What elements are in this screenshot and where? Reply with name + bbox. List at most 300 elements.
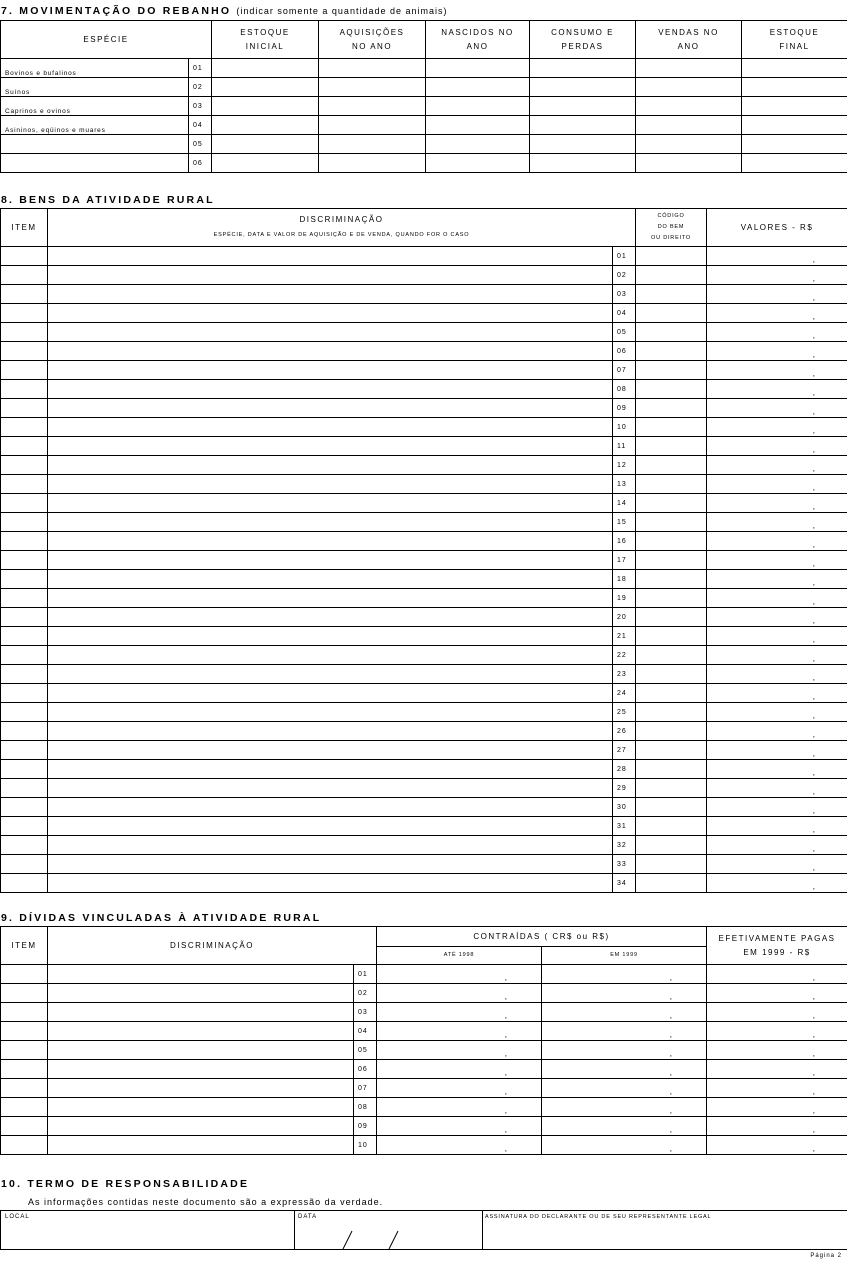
asset-value-input[interactable] [707,361,847,380]
asset-row [1,342,847,361]
herd-estoque-final-input[interactable] [742,78,847,97]
debt-item-input[interactable] [1,984,48,1003]
asset-description-input[interactable] [48,836,613,855]
asset-row [1,418,847,437]
asset-value-input[interactable] [707,798,847,817]
asset-description-input[interactable] [48,266,613,285]
asset-code-input[interactable] [636,741,707,760]
debt-in-1999-input[interactable] [542,1022,707,1041]
asset-code-input[interactable] [636,266,707,285]
asset-item-input[interactable] [1,874,48,893]
asset-item-input[interactable] [1,399,48,418]
asset-description-input[interactable] [48,817,613,836]
decimal-comma: , [812,1106,816,1115]
asset-description-input[interactable] [48,589,613,608]
asset-description-input[interactable] [48,399,613,418]
debt-item-input[interactable] [1,1079,48,1098]
debt-row [1,1098,847,1117]
asset-value-input[interactable] [707,779,847,798]
asset-value-input[interactable] [707,874,847,893]
asset-item-input[interactable] [1,323,48,342]
debt-item-input[interactable] [1,1003,48,1022]
asset-description-input[interactable] [48,798,613,817]
herd-estoque-inicial-input[interactable] [212,135,319,154]
asset-description-input[interactable] [48,342,613,361]
asset-value-input[interactable] [707,437,847,456]
debt-in-1999-input[interactable] [542,965,707,984]
asset-value-input[interactable] [707,646,847,665]
asset-row [1,646,847,665]
asset-code-input[interactable] [636,798,707,817]
asset-description-input[interactable] [48,760,613,779]
debt-until-1998-input[interactable] [377,984,542,1003]
herd-species-label: Suínos [1,78,189,97]
debt-description-input[interactable] [48,1117,354,1136]
asset-description-input[interactable] [48,627,613,646]
herd-vendas-input[interactable] [636,78,742,97]
asset-code-input[interactable] [636,874,707,893]
herd-consumo-input[interactable] [530,154,636,173]
asset-item-input[interactable] [1,532,48,551]
asset-item-input[interactable] [1,589,48,608]
debt-item-input[interactable] [1,1060,48,1079]
debt-item-input[interactable] [1,1022,48,1041]
debt-description-input[interactable] [48,1041,354,1060]
herd-aquisicoes-input[interactable] [319,97,426,116]
decimal-comma: , [669,992,673,1001]
asset-code-input[interactable] [636,361,707,380]
local-field[interactable] [1,1211,295,1250]
asset-description-input[interactable] [48,532,613,551]
asset-item-input[interactable] [1,646,48,665]
decimal-comma: , [504,1144,508,1153]
debt-until-1998-input[interactable] [377,965,542,984]
asset-row-number: 25 [613,703,636,722]
asset-item-input[interactable] [1,722,48,741]
herd-vendas-input[interactable] [636,135,742,154]
asset-row-number: 31 [613,817,636,836]
asset-value-input[interactable] [707,703,847,722]
decimal-comma: , [812,502,816,511]
asset-description-input[interactable] [48,703,613,722]
decimal-comma: , [812,464,816,473]
asset-description-input[interactable] [48,418,613,437]
debt-item-input[interactable] [1,1041,48,1060]
signature-table [0,1210,847,1250]
asset-value-input[interactable] [707,456,847,475]
debt-paid-input[interactable] [707,1098,847,1117]
asset-value-input[interactable] [707,304,847,323]
header-item: ITEM [1,927,48,965]
debt-until-1998-input[interactable] [377,1079,542,1098]
asset-code-input[interactable] [636,589,707,608]
herd-consumo-input[interactable] [530,116,636,135]
header-estoque-final: ESTOQUE FINAL [742,21,847,59]
asset-code-input[interactable] [636,779,707,798]
asset-description-input[interactable] [48,285,613,304]
asset-row [1,551,847,570]
debt-paid-input[interactable] [707,1060,847,1079]
herd-estoque-inicial-input[interactable] [212,116,319,135]
asset-value-input[interactable] [707,684,847,703]
asset-row [1,323,847,342]
asset-description-input[interactable] [48,494,613,513]
header-discriminacao-sub: ESPÉCIE, DATA E VALOR DE AQUISIÇÃO E DE VENDA, QUANDO FOR O CASO [213,232,470,238]
debt-row-number: 08 [354,1098,377,1117]
asset-value-input[interactable] [707,323,847,342]
asset-description-input[interactable] [48,741,613,760]
asset-description-input[interactable] [48,570,613,589]
header-discriminacao: DISCRIMINAÇÃO ESPÉCIE, DATA E VALOR DE AQUISIÇÃO E DE VENDA, QUANDO FOR O CASO [48,209,636,247]
asset-item-input[interactable] [1,494,48,513]
asset-value-input[interactable] [707,475,847,494]
asset-item-input[interactable] [1,836,48,855]
decimal-comma: , [669,1030,673,1039]
asset-item-input[interactable] [1,513,48,532]
debt-until-1998-input[interactable] [377,1136,542,1155]
herd-aquisicoes-input[interactable] [319,116,426,135]
asset-description-input[interactable] [48,304,613,323]
debt-paid-input[interactable] [707,1041,847,1060]
herd-vendas-input[interactable] [636,154,742,173]
herd-estoque-final-input[interactable] [742,59,847,78]
asset-description-input[interactable] [48,722,613,741]
asset-code-input[interactable] [636,418,707,437]
asset-description-input[interactable] [48,608,613,627]
asset-code-input[interactable] [636,475,707,494]
asset-item-input[interactable] [1,627,48,646]
asset-code-input[interactable] [636,817,707,836]
asset-row [1,817,847,836]
asset-value-input[interactable] [707,266,847,285]
debt-in-1999-input[interactable] [542,1136,707,1155]
header-codigo: CÓDIGO DO BEM OU DIREITO [636,209,707,247]
signature-field[interactable] [483,1211,847,1250]
herd-vendas-input[interactable] [636,97,742,116]
asset-value-input[interactable] [707,418,847,437]
asset-description-input[interactable] [48,361,613,380]
asset-item-input[interactable] [1,551,48,570]
asset-value-input[interactable] [707,589,847,608]
debt-item-input[interactable] [1,1117,48,1136]
herd-nascidos-input[interactable] [426,154,530,173]
herd-consumo-input[interactable] [530,97,636,116]
asset-item-input[interactable] [1,475,48,494]
asset-item-input[interactable] [1,304,48,323]
decimal-comma: , [504,1049,508,1058]
asset-code-input[interactable] [636,608,707,627]
asset-item-input[interactable] [1,247,48,266]
herd-aquisicoes-input[interactable] [319,135,426,154]
asset-item-input[interactable] [1,798,48,817]
herd-vendas-input[interactable] [636,116,742,135]
herd-nascidos-input[interactable] [426,97,530,116]
debt-in-1999-input[interactable] [542,1079,707,1098]
debt-paid-input[interactable] [707,1136,847,1155]
debt-row [1,1117,847,1136]
herd-aquisicoes-input[interactable] [319,78,426,97]
decimal-comma: , [812,882,816,891]
asset-item-input[interactable] [1,418,48,437]
asset-code-input[interactable] [636,855,707,874]
decimal-comma: , [812,673,816,682]
herd-nascidos-input[interactable] [426,59,530,78]
debt-until-1998-input[interactable] [377,1060,542,1079]
asset-description-input[interactable] [48,665,613,684]
asset-row [1,380,847,399]
asset-item-input[interactable] [1,817,48,836]
asset-item-input[interactable] [1,342,48,361]
decimal-comma: , [812,331,816,340]
asset-value-input[interactable] [707,665,847,684]
asset-value-input[interactable] [707,608,847,627]
asset-code-input[interactable] [636,532,707,551]
herd-estoque-final-input[interactable] [742,135,847,154]
asset-code-input[interactable] [636,437,707,456]
decimal-comma: , [504,1106,508,1115]
asset-code-input[interactable] [636,323,707,342]
asset-description-input[interactable] [48,247,613,266]
asset-row [1,589,847,608]
debt-in-1999-input[interactable] [542,1098,707,1117]
debt-paid-input[interactable] [707,1003,847,1022]
debt-item-input[interactable] [1,1136,48,1155]
asset-value-input[interactable] [707,627,847,646]
asset-row [1,703,847,722]
asset-row [1,494,847,513]
herd-table [0,20,847,173]
asset-value-input[interactable] [707,836,847,855]
section-7-title: 7. MOVIMENTAÇÃO DO REBANHO (indicar somente a quantidade de animais) [1,5,448,17]
asset-code-input[interactable] [636,760,707,779]
asset-row-number: 23 [613,665,636,684]
asset-row-number: 34 [613,874,636,893]
asset-code-input[interactable] [636,513,707,532]
responsibility-statement: As informações contidas neste documento são a expressão da verdade. [28,1197,384,1207]
asset-code-input[interactable] [636,380,707,399]
asset-item-input[interactable] [1,285,48,304]
asset-item-input[interactable] [1,665,48,684]
herd-species-label: Bovinos e bufalinos [1,59,189,78]
debt-description-input[interactable] [48,1022,354,1041]
asset-description-input[interactable] [48,380,613,399]
debt-in-1999-input[interactable] [542,984,707,1003]
debt-description-input[interactable] [48,1060,354,1079]
asset-value-input[interactable] [707,760,847,779]
herd-estoque-inicial-input[interactable] [212,97,319,116]
asset-description-input[interactable] [48,551,613,570]
asset-description-input[interactable] [48,874,613,893]
asset-row-number: 07 [613,361,636,380]
asset-item-input[interactable] [1,437,48,456]
asset-item-input[interactable] [1,855,48,874]
decimal-comma: , [812,388,816,397]
asset-value-input[interactable] [707,855,847,874]
decimal-comma: , [812,825,816,834]
asset-row-number: 24 [613,684,636,703]
asset-value-input[interactable] [707,399,847,418]
asset-row-number: 05 [613,323,636,342]
debt-until-1998-input[interactable] [377,1003,542,1022]
asset-value-input[interactable] [707,722,847,741]
debt-until-1998-input[interactable] [377,1041,542,1060]
debt-in-1999-input[interactable] [542,1041,707,1060]
asset-row-number: 17 [613,551,636,570]
debt-item-input[interactable] [1,965,48,984]
debt-row [1,1003,847,1022]
debt-description-input[interactable] [48,984,354,1003]
debt-description-input[interactable] [48,1079,354,1098]
decimal-comma: , [504,1030,508,1039]
asset-value-input[interactable] [707,342,847,361]
debt-description-input[interactable] [48,1098,354,1117]
asset-code-input[interactable] [636,627,707,646]
asset-row-number: 21 [613,627,636,646]
asset-value-input[interactable] [707,817,847,836]
herd-species-label [1,135,189,154]
asset-code-input[interactable] [636,342,707,361]
decimal-comma: , [812,1049,816,1058]
debt-paid-input[interactable] [707,1079,847,1098]
asset-value-input[interactable] [707,532,847,551]
decimal-comma: , [812,350,816,359]
debt-paid-input[interactable] [707,1117,847,1136]
herd-consumo-input[interactable] [530,59,636,78]
asset-value-input[interactable] [707,741,847,760]
decimal-comma: , [812,730,816,739]
debt-row [1,965,847,984]
section-8-title: 8. BENS DA ATIVIDADE RURAL [1,194,215,206]
asset-code-input[interactable] [636,399,707,418]
asset-description-input[interactable] [48,646,613,665]
herd-species-label [1,154,189,173]
asset-item-input[interactable] [1,456,48,475]
local-label: LOCAL [5,1214,30,1220]
herd-estoque-inicial-input[interactable] [212,78,319,97]
asset-code-input[interactable] [636,836,707,855]
date-field[interactable] [295,1211,483,1250]
debt-until-1998-input[interactable] [377,1117,542,1136]
debt-until-1998-input[interactable] [377,1098,542,1117]
asset-description-input[interactable] [48,456,613,475]
asset-code-input[interactable] [636,551,707,570]
asset-value-input[interactable] [707,247,847,266]
header-efetivamente-pagas: EFETIVAMENTE PAGAS EM 1999 - R$ [707,927,847,965]
asset-item-input[interactable] [1,380,48,399]
decimal-comma: , [812,711,816,720]
asset-code-input[interactable] [636,684,707,703]
asset-item-input[interactable] [1,570,48,589]
asset-description-input[interactable] [48,684,613,703]
herd-nascidos-input[interactable] [426,78,530,97]
debt-description-input[interactable] [48,1136,354,1155]
herd-row-number: 02 [189,78,212,97]
debt-description-input[interactable] [48,965,354,984]
header-valores: VALORES - R$ [707,209,847,247]
asset-item-input[interactable] [1,608,48,627]
asset-code-input[interactable] [636,570,707,589]
asset-description-input[interactable] [48,475,613,494]
herd-consumo-input[interactable] [530,135,636,154]
decimal-comma: , [812,692,816,701]
decimal-comma: , [812,369,816,378]
herd-aquisicoes-input[interactable] [319,154,426,173]
debt-paid-input[interactable] [707,1022,847,1041]
debt-row-number: 05 [354,1041,377,1060]
asset-value-input[interactable] [707,285,847,304]
asset-code-input[interactable] [636,722,707,741]
debt-paid-input[interactable] [707,965,847,984]
asset-item-input[interactable] [1,361,48,380]
asset-description-input[interactable] [48,855,613,874]
herd-vendas-input[interactable] [636,59,742,78]
debt-paid-input[interactable] [707,984,847,1003]
asset-code-input[interactable] [636,285,707,304]
header-nascidos: NASCIDOS NO ANO [426,21,530,59]
asset-value-input[interactable] [707,551,847,570]
asset-item-input[interactable] [1,703,48,722]
asset-value-input[interactable] [707,570,847,589]
asset-code-input[interactable] [636,646,707,665]
asset-code-input[interactable] [636,494,707,513]
herd-nascidos-input[interactable] [426,135,530,154]
debt-in-1999-input[interactable] [542,1003,707,1022]
debt-row [1,1041,847,1060]
asset-code-input[interactable] [636,456,707,475]
debt-in-1999-input[interactable] [542,1117,707,1136]
asset-description-input[interactable] [48,437,613,456]
asset-code-input[interactable] [636,703,707,722]
asset-row-number: 01 [613,247,636,266]
asset-row [1,361,847,380]
asset-value-input[interactable] [707,380,847,399]
decimal-comma: , [504,973,508,982]
asset-value-input[interactable] [707,513,847,532]
asset-description-input[interactable] [48,779,613,798]
herd-estoque-final-input[interactable] [742,97,847,116]
asset-item-input[interactable] [1,741,48,760]
herd-nascidos-input[interactable] [426,116,530,135]
asset-row-number: 28 [613,760,636,779]
asset-row-number: 03 [613,285,636,304]
debt-row-number: 10 [354,1136,377,1155]
herd-aquisicoes-input[interactable] [319,59,426,78]
date-slashes-icon [295,1211,483,1250]
herd-estoque-final-input[interactable] [742,116,847,135]
asset-description-input[interactable] [48,513,613,532]
asset-code-input[interactable] [636,665,707,684]
asset-item-input[interactable] [1,779,48,798]
debt-in-1999-input[interactable] [542,1060,707,1079]
herd-estoque-final-input[interactable] [742,154,847,173]
herd-consumo-input[interactable] [530,78,636,97]
herd-estoque-inicial-input[interactable] [212,59,319,78]
herd-row [1,135,847,154]
asset-item-input[interactable] [1,760,48,779]
herd-estoque-inicial-input[interactable] [212,154,319,173]
asset-value-input[interactable] [707,494,847,513]
herd-row [1,116,847,135]
asset-description-input[interactable] [48,323,613,342]
debt-description-input[interactable] [48,1003,354,1022]
asset-item-input[interactable] [1,684,48,703]
debt-until-1998-input[interactable] [377,1022,542,1041]
asset-code-input[interactable] [636,247,707,266]
asset-code-input[interactable] [636,304,707,323]
decimal-comma: , [812,806,816,815]
debt-item-input[interactable] [1,1098,48,1117]
asset-item-input[interactable] [1,266,48,285]
